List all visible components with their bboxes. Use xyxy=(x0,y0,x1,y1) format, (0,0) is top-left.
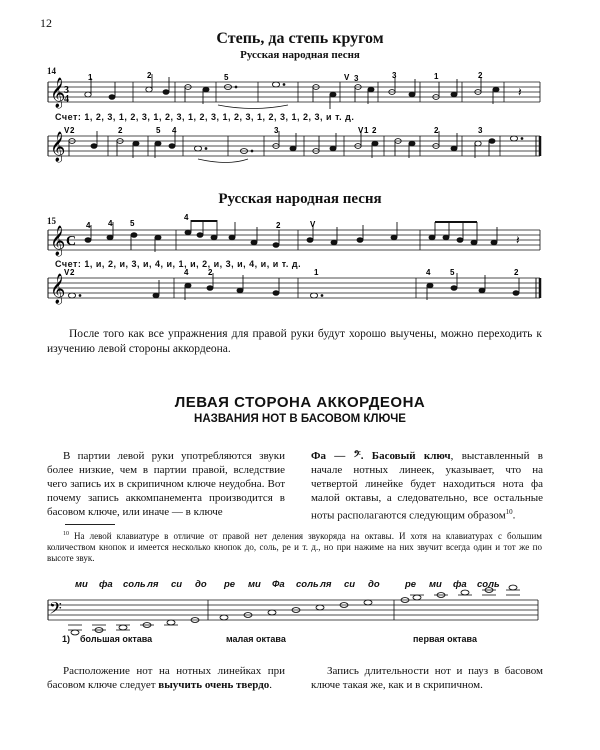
svg-text:2: 2 xyxy=(147,71,152,80)
svg-text:2: 2 xyxy=(514,268,519,277)
note-name: Фа xyxy=(272,579,285,590)
svg-text:2: 2 xyxy=(118,126,123,135)
svg-text:V: V xyxy=(64,268,70,277)
svg-text:𝄽: 𝄽 xyxy=(518,85,522,99)
bottom-right-text: Запись длительности нот и пауз в басовом ключе такая же, как и в скрипичном. xyxy=(311,665,543,691)
svg-text:3: 3 xyxy=(354,74,359,83)
svg-text:𝄞: 𝄞 xyxy=(50,132,66,162)
svg-text:5: 5 xyxy=(130,219,135,228)
staff-song2-line2 xyxy=(48,270,546,310)
right-column-body: , выставленный в начале нотных линеек, указывает, что на четвертой линейке будет находиться нота фа малой октавы, а следовательно, все остальные ноты располагаются следующим образом xyxy=(311,450,543,522)
svg-text:𝄢: 𝄢 xyxy=(49,598,62,622)
song1-subtitle: Русская народная песня xyxy=(240,49,360,61)
svg-text:5: 5 xyxy=(156,126,161,135)
svg-text:2: 2 xyxy=(478,71,483,80)
note-name: ми xyxy=(248,579,261,590)
bottom-left-bold: выучить очень твердо xyxy=(158,679,270,691)
svg-text:4: 4 xyxy=(64,94,69,105)
octave-label-great: большая октава xyxy=(80,634,153,644)
footnote-text: На левой клавиатуре в отличие от правой нет деления звукоряда на октавы. И хотя на клавиатурах с большим количеством кнопок и имеется несколько кнопок до, соль, ре и т. д., но при нажиме на них звучит всегда один и тот же по высоте звук. xyxy=(47,531,542,563)
note-name: ми xyxy=(429,579,442,590)
note-name: до xyxy=(368,579,380,590)
bass-note-names xyxy=(55,579,550,593)
octave-label-small: малая октава xyxy=(226,634,286,644)
note-name: фа xyxy=(99,579,113,590)
svg-text:4: 4 xyxy=(426,268,431,277)
bottom-left-end: . xyxy=(269,679,273,691)
svg-text:4: 4 xyxy=(86,221,91,230)
note-name: до xyxy=(195,579,207,590)
footnote-ref: 10 xyxy=(505,508,513,516)
note-name: ля xyxy=(320,579,332,590)
svg-text:1: 1 xyxy=(434,72,439,81)
footnote-rule xyxy=(65,524,115,525)
right-column-text xyxy=(311,449,543,523)
svg-text:3: 3 xyxy=(392,71,397,80)
note-name: си xyxy=(171,579,183,590)
svg-text:V: V xyxy=(64,126,70,135)
svg-text:V: V xyxy=(344,73,350,82)
song2-title: Русская народная песня xyxy=(218,191,382,207)
footnote xyxy=(47,529,542,564)
section-heading: ЛЕВАЯ СТОРОНА АККОРДЕОНА xyxy=(174,394,426,411)
svg-text:4: 4 xyxy=(184,213,189,222)
svg-text:2: 2 xyxy=(70,126,75,135)
svg-text:3: 3 xyxy=(274,126,279,135)
section-subheading: НАЗВАНИЯ НОТ В БАСОВОМ КЛЮЧЕ xyxy=(194,413,406,425)
svg-text:1: 1 xyxy=(364,126,369,135)
note-name: ре xyxy=(224,579,236,590)
note-name: ре xyxy=(405,579,417,590)
svg-text:5: 5 xyxy=(224,73,229,82)
svg-text:2: 2 xyxy=(70,268,75,277)
svg-text:2: 2 xyxy=(372,126,377,135)
svg-text:1: 1 xyxy=(88,73,93,82)
svg-text:V: V xyxy=(310,220,316,229)
right-column-end: . xyxy=(512,509,516,522)
bass-clef-staff xyxy=(48,592,546,636)
svg-text:3: 3 xyxy=(64,85,69,96)
intro-paragraph: После того как все упражнения для правой руки будут хорошо выучены, можно переходить к изучению левой стороны аккордеона. xyxy=(47,328,542,355)
note-name: соль xyxy=(296,579,319,590)
note-name: ля xyxy=(147,579,159,590)
left-column-text: В партии левой руки употребляются звуки более низкие, чем в партии правой, вследствие чего запись их в скрипичном ключе неудобна. Вот почему запись аккомпанемента производится в басовом ключе, или иначе — в ключе xyxy=(47,450,285,518)
svg-text:2: 2 xyxy=(208,268,213,277)
svg-text:𝄽: 𝄽 xyxy=(516,233,520,247)
svg-text:4: 4 xyxy=(108,219,113,228)
note-name: фа xyxy=(453,579,467,590)
bottom-left-text xyxy=(47,664,285,692)
svg-text:V: V xyxy=(358,126,364,135)
footnote-number: 10 xyxy=(63,531,69,537)
staff-song1-line1 xyxy=(48,71,546,114)
note-name: соль xyxy=(477,579,500,590)
example-number-14: 14 xyxy=(47,66,56,76)
svg-text:2: 2 xyxy=(434,126,439,135)
svg-text:1: 1 xyxy=(314,268,319,277)
note-name: соль xyxy=(123,579,146,590)
svg-text:C: C xyxy=(66,234,77,249)
example-number-15: 15 xyxy=(47,216,56,226)
note-name: си xyxy=(344,579,356,590)
staff-song1-line2 xyxy=(48,128,546,168)
count-text-song1: Счет: 1, 2, 3, 1, 2, 3, 1, 2, 3, 1, 2, 3, 1, 2, 3, 1, 2, 3, 1, 2, 3, и т. д. xyxy=(55,112,355,122)
bass-clef-lead: Фа — 𝄢. Басовый ключ xyxy=(311,450,451,462)
footnote-marker-1: 1) xyxy=(62,634,71,644)
svg-text:5: 5 xyxy=(450,268,455,277)
bottom-left-body: Расположение нот на нотных линейках при басовом ключе следует xyxy=(47,665,285,691)
svg-text:2: 2 xyxy=(276,221,281,230)
octave-label-first: первая октава xyxy=(413,634,477,644)
song1-title: Степь, да степь кругом xyxy=(216,30,384,47)
svg-text:4: 4 xyxy=(184,268,189,277)
svg-text:3: 3 xyxy=(478,126,483,135)
svg-text:𝄞: 𝄞 xyxy=(50,78,66,108)
svg-text:𝄞: 𝄞 xyxy=(50,226,66,256)
svg-text:𝄞: 𝄞 xyxy=(50,274,66,304)
note-name: ми xyxy=(75,579,88,590)
page-number: 12 xyxy=(40,16,52,30)
svg-text:4: 4 xyxy=(172,126,177,135)
count-text-song2: Счет: 1, и, 2, и, 3, и, 4, и, 1, и, 2, и, 3, и, 4, и, и т. д. xyxy=(55,259,302,269)
